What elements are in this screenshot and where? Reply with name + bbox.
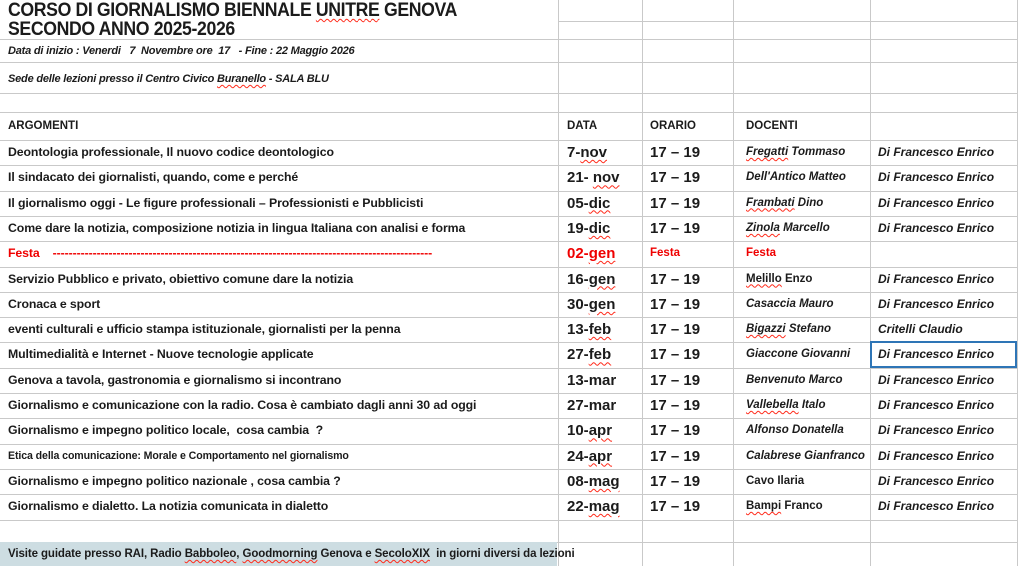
cell-data[interactable]: 16-gen (567, 270, 616, 288)
cell-argomento[interactable]: Servizio Pubblico e privato, obiettivo comune dare la notizia (8, 271, 354, 286)
gridline-h (0, 93, 1017, 94)
cell-argomento[interactable]: eventi culturali e ufficio stampa istituzionale, giornalisti per la penna (8, 322, 401, 337)
cell-docente[interactable]: Zinola Marcello (746, 221, 830, 234)
course-title[interactable] (8, 2, 457, 39)
cell-co-docente[interactable]: Di Francesco Enrico (878, 296, 995, 311)
table-row (0, 216, 1024, 241)
cell-orario[interactable]: 17 – 19 (650, 270, 701, 288)
cell-data[interactable]: 02-gen (567, 245, 616, 263)
cell-argomento[interactable]: Multimedialità e Internet - Nuove tecnologie applicate (8, 347, 314, 362)
cell-argomento[interactable]: Come dare la notizia, composizione notizia in lingua Italiana con analisi e forma (8, 220, 466, 235)
column-header-data[interactable]: DATA (567, 120, 598, 132)
cell-docente[interactable]: Benvenuto Marco (746, 373, 843, 386)
cell-orario[interactable]: 17 – 19 (650, 397, 701, 414)
cell-orario[interactable]: 17 – 19 (650, 219, 701, 237)
table-row (0, 241, 1024, 266)
course-title-line2: SECONDO ANNO 2025-2026 (8, 18, 235, 40)
cell-argomento[interactable]: Giornalismo e impegno politico locale, cosa cambia ? (8, 423, 324, 438)
cell-docente[interactable]: Vallebella Italo (746, 399, 826, 411)
cell-data[interactable]: 30-gen (567, 295, 616, 313)
column-header-orario[interactable]: ORARIO (650, 120, 696, 132)
table-row (0, 317, 1024, 342)
course-title-line1: CORSO DI GIORNALISMO BIENNALE UNITRE GENOVA (8, 0, 458, 21)
table-row (0, 267, 1024, 292)
cell-argomento[interactable]: Cronaca e sport (8, 296, 101, 311)
cell-co-docente[interactable]: Di Francesco Enrico (878, 271, 995, 286)
cell-data[interactable]: 22-mag (567, 498, 620, 516)
cell-data[interactable]: 10-apr (567, 422, 613, 440)
table-row (0, 292, 1024, 317)
cell-data[interactable]: 05-dic (567, 194, 611, 212)
table-row (0, 469, 1024, 494)
cell-argomento[interactable]: Genova a tavola, gastronomia e giornalismo si incontrano (8, 372, 342, 387)
cell-orario[interactable]: 17 – 19 (650, 371, 701, 389)
cell-argomento[interactable]: Il giornalismo oggi - Le figure professionali – Professionisti e Pubblicisti (8, 195, 424, 210)
cell-data[interactable]: 24-apr (567, 447, 613, 465)
cell-docente[interactable]: Giaccone Giovanni (746, 348, 851, 361)
cell-argomento[interactable]: Festa ----------------------------------------------------------------------------------------------- (8, 246, 433, 261)
cell-argomento[interactable]: Etica della comunicazione: Morale e Comportamento nel giornalismo (8, 449, 349, 462)
cell-docente[interactable]: Alfonso Donatella (746, 424, 844, 437)
cell-docente[interactable]: Bampi Franco (746, 500, 823, 513)
cell-docente[interactable]: Melillo Enzo (746, 272, 813, 285)
cell-docente[interactable]: Dell'Antico Matteo (746, 171, 846, 184)
cell-orario[interactable]: 17 – 19 (650, 144, 701, 161)
gridline-h (0, 112, 1017, 113)
cell-argomento[interactable]: Giornalismo e comunicazione con la radio. Cosa è cambiato dagli anni 30 ad oggi (8, 398, 477, 412)
cell-argomento[interactable]: Deontologia professionale, Il nuovo codice deontologico (8, 145, 334, 159)
cell-orario[interactable]: 17 – 19 (650, 422, 701, 440)
table-row (0, 368, 1024, 393)
table-row (0, 191, 1024, 216)
gridline-h (0, 62, 1017, 63)
course-dates-line[interactable]: Data di inizio : Venerdi 7 Novembre ore 17 - Fine : 22 Maggio 2026 (8, 45, 355, 57)
cell-orario[interactable]: 17 – 19 (650, 321, 701, 339)
cell-orario[interactable]: 17 – 19 (650, 295, 701, 313)
cell-data[interactable]: 13-mar (567, 371, 617, 389)
cell-orario[interactable]: 17 – 19 (650, 194, 701, 212)
cell-co-docente[interactable]: Di Francesco Enrico (878, 195, 995, 210)
selected-cell-border (870, 341, 1017, 368)
cell-docente[interactable]: Bigazzi Stefano (746, 323, 831, 336)
cell-argomento[interactable]: Giornalismo e impegno politico nazionale , cosa cambia ? (8, 473, 341, 488)
cell-orario[interactable]: 17 – 19 (650, 447, 701, 465)
column-header-argomenti[interactable]: ARGOMENTI (8, 120, 79, 132)
cell-argomento[interactable]: Il sindacato dei giornalisti, quando, come e perché (8, 170, 299, 185)
cell-co-docente[interactable]: Di Francesco Enrico (878, 347, 995, 362)
table-row (0, 393, 1024, 418)
cell-co-docente[interactable]: Di Francesco Enrico (878, 423, 995, 438)
cell-data[interactable]: 7-nov (567, 144, 608, 161)
cell-data[interactable]: 27-mar (567, 397, 617, 414)
venue-line[interactable]: Sede delle lezioni presso il Centro Civico Buranello - SALA BLU (8, 73, 329, 85)
cell-orario[interactable]: 17 – 19 (650, 472, 701, 490)
cell-data[interactable]: 08-mag (567, 472, 620, 490)
column-header-docenti[interactable]: DOCENTI (746, 120, 798, 132)
table-row (0, 444, 1024, 469)
cell-data[interactable]: 27-feb (567, 346, 612, 364)
cell-orario[interactable]: 17 – 19 (650, 498, 701, 516)
table-row (0, 418, 1024, 443)
cell-co-docente[interactable]: Di Francesco Enrico (878, 145, 995, 159)
cell-data[interactable]: 13-feb (567, 321, 612, 339)
table-row (0, 494, 1024, 519)
table-row (0, 140, 1024, 165)
cell-argomento[interactable]: Giornalismo e dialetto. La notizia comunicata in dialetto (8, 499, 329, 514)
cell-co-docente[interactable]: Di Francesco Enrico (878, 398, 995, 412)
cell-co-docente[interactable]: Di Francesco Enrico (878, 170, 995, 185)
table-row (0, 342, 1024, 367)
cell-co-docente[interactable]: Di Francesco Enrico (878, 448, 995, 463)
cell-docente[interactable]: Festa (746, 247, 777, 260)
cell-docente[interactable]: Frambati Dino (746, 196, 824, 209)
cell-co-docente[interactable]: Di Francesco Enrico (878, 499, 995, 514)
cell-docente[interactable]: Casaccia Mauro (746, 297, 834, 310)
cell-co-docente[interactable]: Di Francesco Enrico (878, 372, 995, 387)
gridline-h (0, 520, 1017, 521)
cell-data[interactable]: 19-dic (567, 219, 611, 237)
cell-co-docente[interactable]: Critelli Claudio (878, 322, 963, 337)
festa-dashes: ----------------------------------------------------------------------------------------------- (52, 246, 433, 261)
footer-note[interactable]: Visite guidate presso RAI, Radio Babboleo, Goodmorning Genova e SecoloXIX in giorni diversi da lezioni (8, 548, 575, 560)
cell-co-docente[interactable]: Di Francesco Enrico (878, 220, 995, 235)
cell-docente[interactable]: Fregatti Tommaso (746, 146, 846, 158)
cell-orario[interactable]: 17 – 19 (650, 169, 701, 187)
cell-co-docente[interactable]: Di Francesco Enrico (878, 473, 995, 488)
cell-docente[interactable]: Calabrese Gianfranco (746, 449, 865, 462)
cell-orario[interactable]: Festa (650, 247, 681, 260)
gridline-h (558, 21, 1017, 22)
cell-docente[interactable]: Cavo Ilaria (746, 474, 805, 487)
table-row (0, 165, 1024, 190)
cell-orario[interactable]: 17 – 19 (650, 346, 701, 364)
cell-data[interactable]: 21- nov (567, 169, 620, 187)
